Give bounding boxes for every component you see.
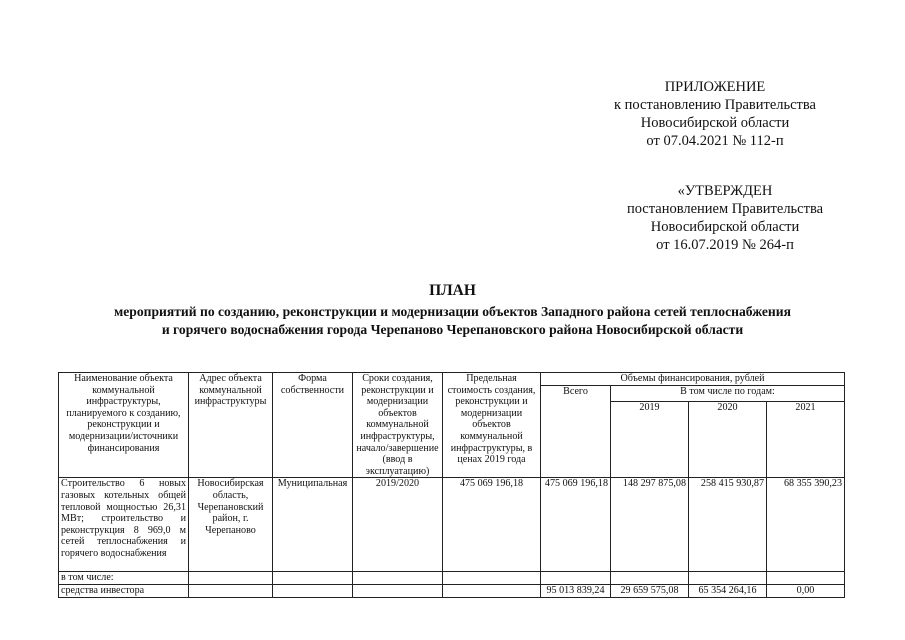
approved-line-3: Новосибирской области [650, 219, 800, 235]
row-total: 475 069 196,18 [541, 478, 611, 572]
row-terms [353, 584, 443, 597]
approved-line-2: постановлением Правительства [626, 201, 824, 217]
subtitle-line-1: мероприятий по созданию, реконструкции и модернизации объектов Западного района сетей теплоснабжения [114, 304, 791, 319]
row-cost [443, 572, 541, 585]
row-2019: 148 297 875,08 [611, 478, 689, 572]
row-cost: 475 069 196,18 [443, 478, 541, 572]
appendix-line-1: ПРИЛОЖЕНИЕ [664, 79, 766, 95]
plan-table [58, 372, 845, 598]
header-address: Адрес объекта коммунальной инфраструктуры [189, 373, 273, 478]
row-2020: 258 415 930,87 [689, 478, 767, 572]
subtitle-line-2: и горячего водоснабжения города Черепаново Черепановского района Новосибирской области [161, 322, 744, 337]
approval-stamp [600, 182, 850, 254]
header-year-2020: 2020 [689, 402, 767, 478]
row-2021: 68 355 390,23 [767, 478, 845, 572]
row-ownership: Муниципальная [273, 478, 353, 572]
row-address: Новосибирская область, Черепановский район, г. Черепаново [189, 478, 273, 572]
header-by-years: В том числе по годам: [611, 385, 845, 402]
row-address [189, 584, 273, 597]
row-2020 [689, 572, 767, 585]
row-2021: 0,00 [767, 584, 845, 597]
header-volumes: Объемы финансирования, рублей [541, 373, 845, 386]
header-row-1 [59, 373, 845, 386]
header-year-2019: 2019 [611, 402, 689, 478]
row-total: 95 013 839,24 [541, 584, 611, 597]
row-cost [443, 584, 541, 597]
row-2021 [767, 572, 845, 585]
header-year-2021: 2021 [767, 402, 845, 478]
table-row [59, 572, 845, 585]
row-ownership [273, 572, 353, 585]
header-terms: Сроки создания, реконструкции и модернизации объектов коммунальной инфраструктуры, начало/завершение (ввод в эксплуатацию) [353, 373, 443, 478]
row-ownership [273, 584, 353, 597]
row-terms: 2019/2020 [353, 478, 443, 572]
header-ownership: Форма собственности [273, 373, 353, 478]
appendix-header [585, 78, 845, 150]
table-row [59, 478, 845, 572]
appendix-line-3: Новосибирской области [640, 115, 790, 131]
header-total: Всего [541, 385, 611, 478]
header-name: Наименование объекта коммунальной инфраструктуры, планируемого к созданию, реконструкции и модернизации/источники финансирования [59, 373, 189, 478]
row-name: средства инвестора [59, 584, 189, 597]
row-2019: 29 659 575,08 [611, 584, 689, 597]
header-cost: Предельная стоимость создания, реконструкции и модернизации объектов коммунальной инфраструктуры, в ценах 2019 года [443, 373, 541, 478]
approved-line-4: от 16.07.2019 № 264-п [656, 237, 794, 253]
row-2019 [611, 572, 689, 585]
row-total [541, 572, 611, 585]
row-2020: 65 354 264,16 [689, 584, 767, 597]
approved-line-1: «УТВЕРЖДЕН [677, 183, 773, 199]
table-row [59, 584, 845, 597]
document-title: ПЛАН [429, 282, 476, 299]
row-address [189, 572, 273, 585]
document-subtitle [0, 303, 905, 339]
row-name: Строительство 6 новых газовых котельных общей тепловой мощностью 26,31 МВт; строительство и реконструкция 8 969,0 м сетей теплоснабжения и горячего водоснабжения [59, 478, 189, 572]
appendix-line-4: от 07.04.2021 № 112-п [646, 133, 784, 149]
row-name: в том числе: [59, 572, 189, 585]
row-terms [353, 572, 443, 585]
appendix-line-2: к постановлению Правительства [614, 97, 816, 113]
